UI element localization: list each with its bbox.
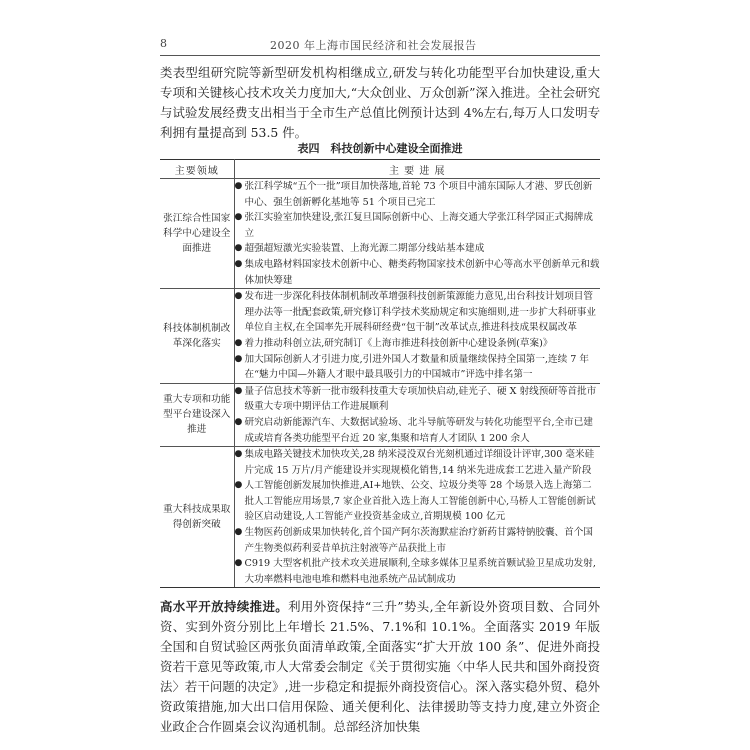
list-item bbox=[235, 289, 601, 336]
row-area-label: 重大科技成果取得创新突破 bbox=[160, 447, 234, 588]
bullet-icon: ● bbox=[234, 243, 243, 254]
running-title: 2020 年上海市国民经济和社会发展报告 bbox=[270, 39, 477, 52]
item-text: 生物医药创新成果加快转化,首个国产阿尔茨海默症治疗新药甘露特钠胶囊、首个国产生物类似药利妥昔单抗注射液等产品获批上市 bbox=[244, 527, 593, 554]
row-items bbox=[234, 447, 600, 588]
bullet-icon: ● bbox=[234, 291, 243, 302]
bullet-icon: ● bbox=[234, 337, 243, 348]
bullet-icon: ● bbox=[234, 558, 243, 569]
paragraph-lead: 高水平开放持续推进。 bbox=[160, 599, 289, 614]
progress-table bbox=[160, 159, 600, 588]
paragraph-body: 利用外资保持“三升”势头,全年新设外资项目数、合同外资、实到外资分别比上年增长 21.5%、7.1%和 10.1%。全面落实 2019 年版全国和自贸试验区两张负面清单政策,全面落实“扩大开放 100 条”、促进外商投资若干意见等政策,市人大常委会制定《关于贯彻实施〈中华人民共和国外商投资法〉若干问题的决定》,进一步稳定和提振外商投资信心。深入落实稳外贸、稳外资政策措施,加大出口信用保险、通关便利化、法律援助等支持力度,建立外资企业政企合作圆桌会议沟通机制。总部经济加快集 bbox=[160, 599, 600, 734]
row-area-label: 张江综合性国家科学中心建设全面推进 bbox=[160, 179, 234, 289]
page-number: 8 bbox=[160, 37, 167, 50]
item-text: 研究启动新能源汽车、大数据试验场、北斗导航等研发与转化功能型平台,全市已建成或培育各类功能型平台近 20 家,集聚和培育人才团队 1 200 余人 bbox=[244, 416, 593, 444]
row-area-label: 重大专项和功能型平台建设深入推进 bbox=[160, 383, 234, 446]
item-text: 着力推动科创立法,研究制订《上海市推进科技创新中心建设条例(草案)》 bbox=[244, 337, 553, 349]
bullet-icon: ● bbox=[234, 449, 243, 460]
table-row bbox=[160, 179, 600, 289]
item-text: 超强超短激光实验装置、上海光源二期部分线站基本建成 bbox=[244, 243, 485, 255]
list-item bbox=[235, 241, 601, 257]
list-item bbox=[235, 447, 601, 478]
item-text: 发布进一步深化科技体制机制改革增强科技创新策源能力意见,出台科技计划项目管理办法等一批配套政策,研究修订科学技术奖励规定和实施细则,进一步扩大科研事业单位自主权,在全国率先开展科研经费“包干制”改革试点,推进科技成果权属改革 bbox=[244, 291, 596, 334]
intro-paragraph: 类表型组研究院等新型研发机构相继成立,研发与转化功能型平台加快建设,重大专项和关键核心技术攻关力度加大,“大众创业、万众创新”深入推进。全社会研究与试验发展经费支出相当于全市生产总值比例预计达到 4%左右,每万人口发明专利拥有量提高到 53.5 件。 bbox=[160, 65, 600, 140]
bullet-icon: ● bbox=[234, 212, 243, 223]
row-items bbox=[234, 383, 600, 446]
item-text: C919 大型客机批产技术攻关进展顺利,全球多媒体卫星系统首颗试验卫星成功发射,大功率燃料电池电堆和燃料电池系统产品试制成功 bbox=[244, 558, 596, 585]
table-row bbox=[160, 289, 600, 384]
bullet-icon: ● bbox=[234, 181, 243, 191]
row-items bbox=[234, 179, 600, 289]
bullet-icon: ● bbox=[234, 480, 243, 491]
item-text: 加大国际创新人才引进力度,引进外国人才数量和质量继续保持全国第一,连续 7 年在“魅力中国—外籍人才眼中最具吸引力的中国城市”评选中排名第一 bbox=[244, 353, 589, 381]
list-item bbox=[235, 179, 601, 210]
list-item bbox=[235, 525, 601, 556]
item-text: 集成电路关键技术加快攻关,28 纳米浸没双台光刻机通过详细设计评审,300 毫米硅片完成 15 万片/月产能建设并实现规模化销售,14 纳米先进成套工艺进入量产阶段 bbox=[244, 449, 595, 476]
table-caption: 表四 科技创新中心建设全面推进 bbox=[297, 142, 463, 155]
item-text: 人工智能创新发展加快推进,AI+地铁、公交、垃圾分类等 28 个场景入选上海第二批人工智能应用场景,7 家企业首批入选上海人工智能创新中心,马桥人工智能创新试验区启动建设,人工智能产业投资基金成立,首期规模 100 亿元 bbox=[244, 480, 596, 523]
bullet-icon: ● bbox=[234, 416, 243, 427]
table-row bbox=[160, 447, 600, 588]
list-item bbox=[235, 210, 601, 241]
bullet-icon: ● bbox=[234, 385, 243, 396]
list-item bbox=[235, 257, 601, 288]
closing-paragraph bbox=[160, 597, 600, 742]
table-header-row bbox=[160, 160, 600, 179]
list-item bbox=[235, 336, 601, 352]
table-row bbox=[160, 383, 600, 446]
header-area: 主要领域 bbox=[160, 160, 234, 179]
bullet-icon: ● bbox=[234, 527, 243, 538]
list-item bbox=[235, 556, 601, 587]
list-item bbox=[235, 478, 601, 525]
bullet-icon: ● bbox=[234, 353, 243, 364]
header-rule bbox=[160, 55, 600, 56]
item-text: 张江科学城“五个一批”项目加快落地,首轮 73 个项目中浦东国际人才港、罗氏创新中心、强生创新孵化基地等 51 个项目已完工 bbox=[244, 181, 593, 208]
bullet-icon: ● bbox=[234, 258, 243, 269]
item-text: 集成电路材料国家技术创新中心、糖类药物国家技术创新中心等高水平创新单元和载体加快筹建 bbox=[244, 258, 600, 286]
row-area-label: 科技体制机制改革深化落实 bbox=[160, 289, 234, 384]
list-item bbox=[235, 415, 601, 446]
item-text: 量子信息技术等新一批市级科技重大专项加快启动,硅光子、硬 X 射线预研等首批市级重大专项中期评估工作进展顺利 bbox=[244, 385, 597, 413]
list-item bbox=[235, 384, 601, 415]
header-progress: 主 要 进 展 bbox=[234, 160, 600, 179]
list-item bbox=[235, 352, 601, 383]
item-text: 张江实验室加快建设,张江复旦国际创新中心、上海交通大学张江科学园正式揭牌成立 bbox=[244, 212, 593, 239]
row-items bbox=[234, 289, 600, 384]
